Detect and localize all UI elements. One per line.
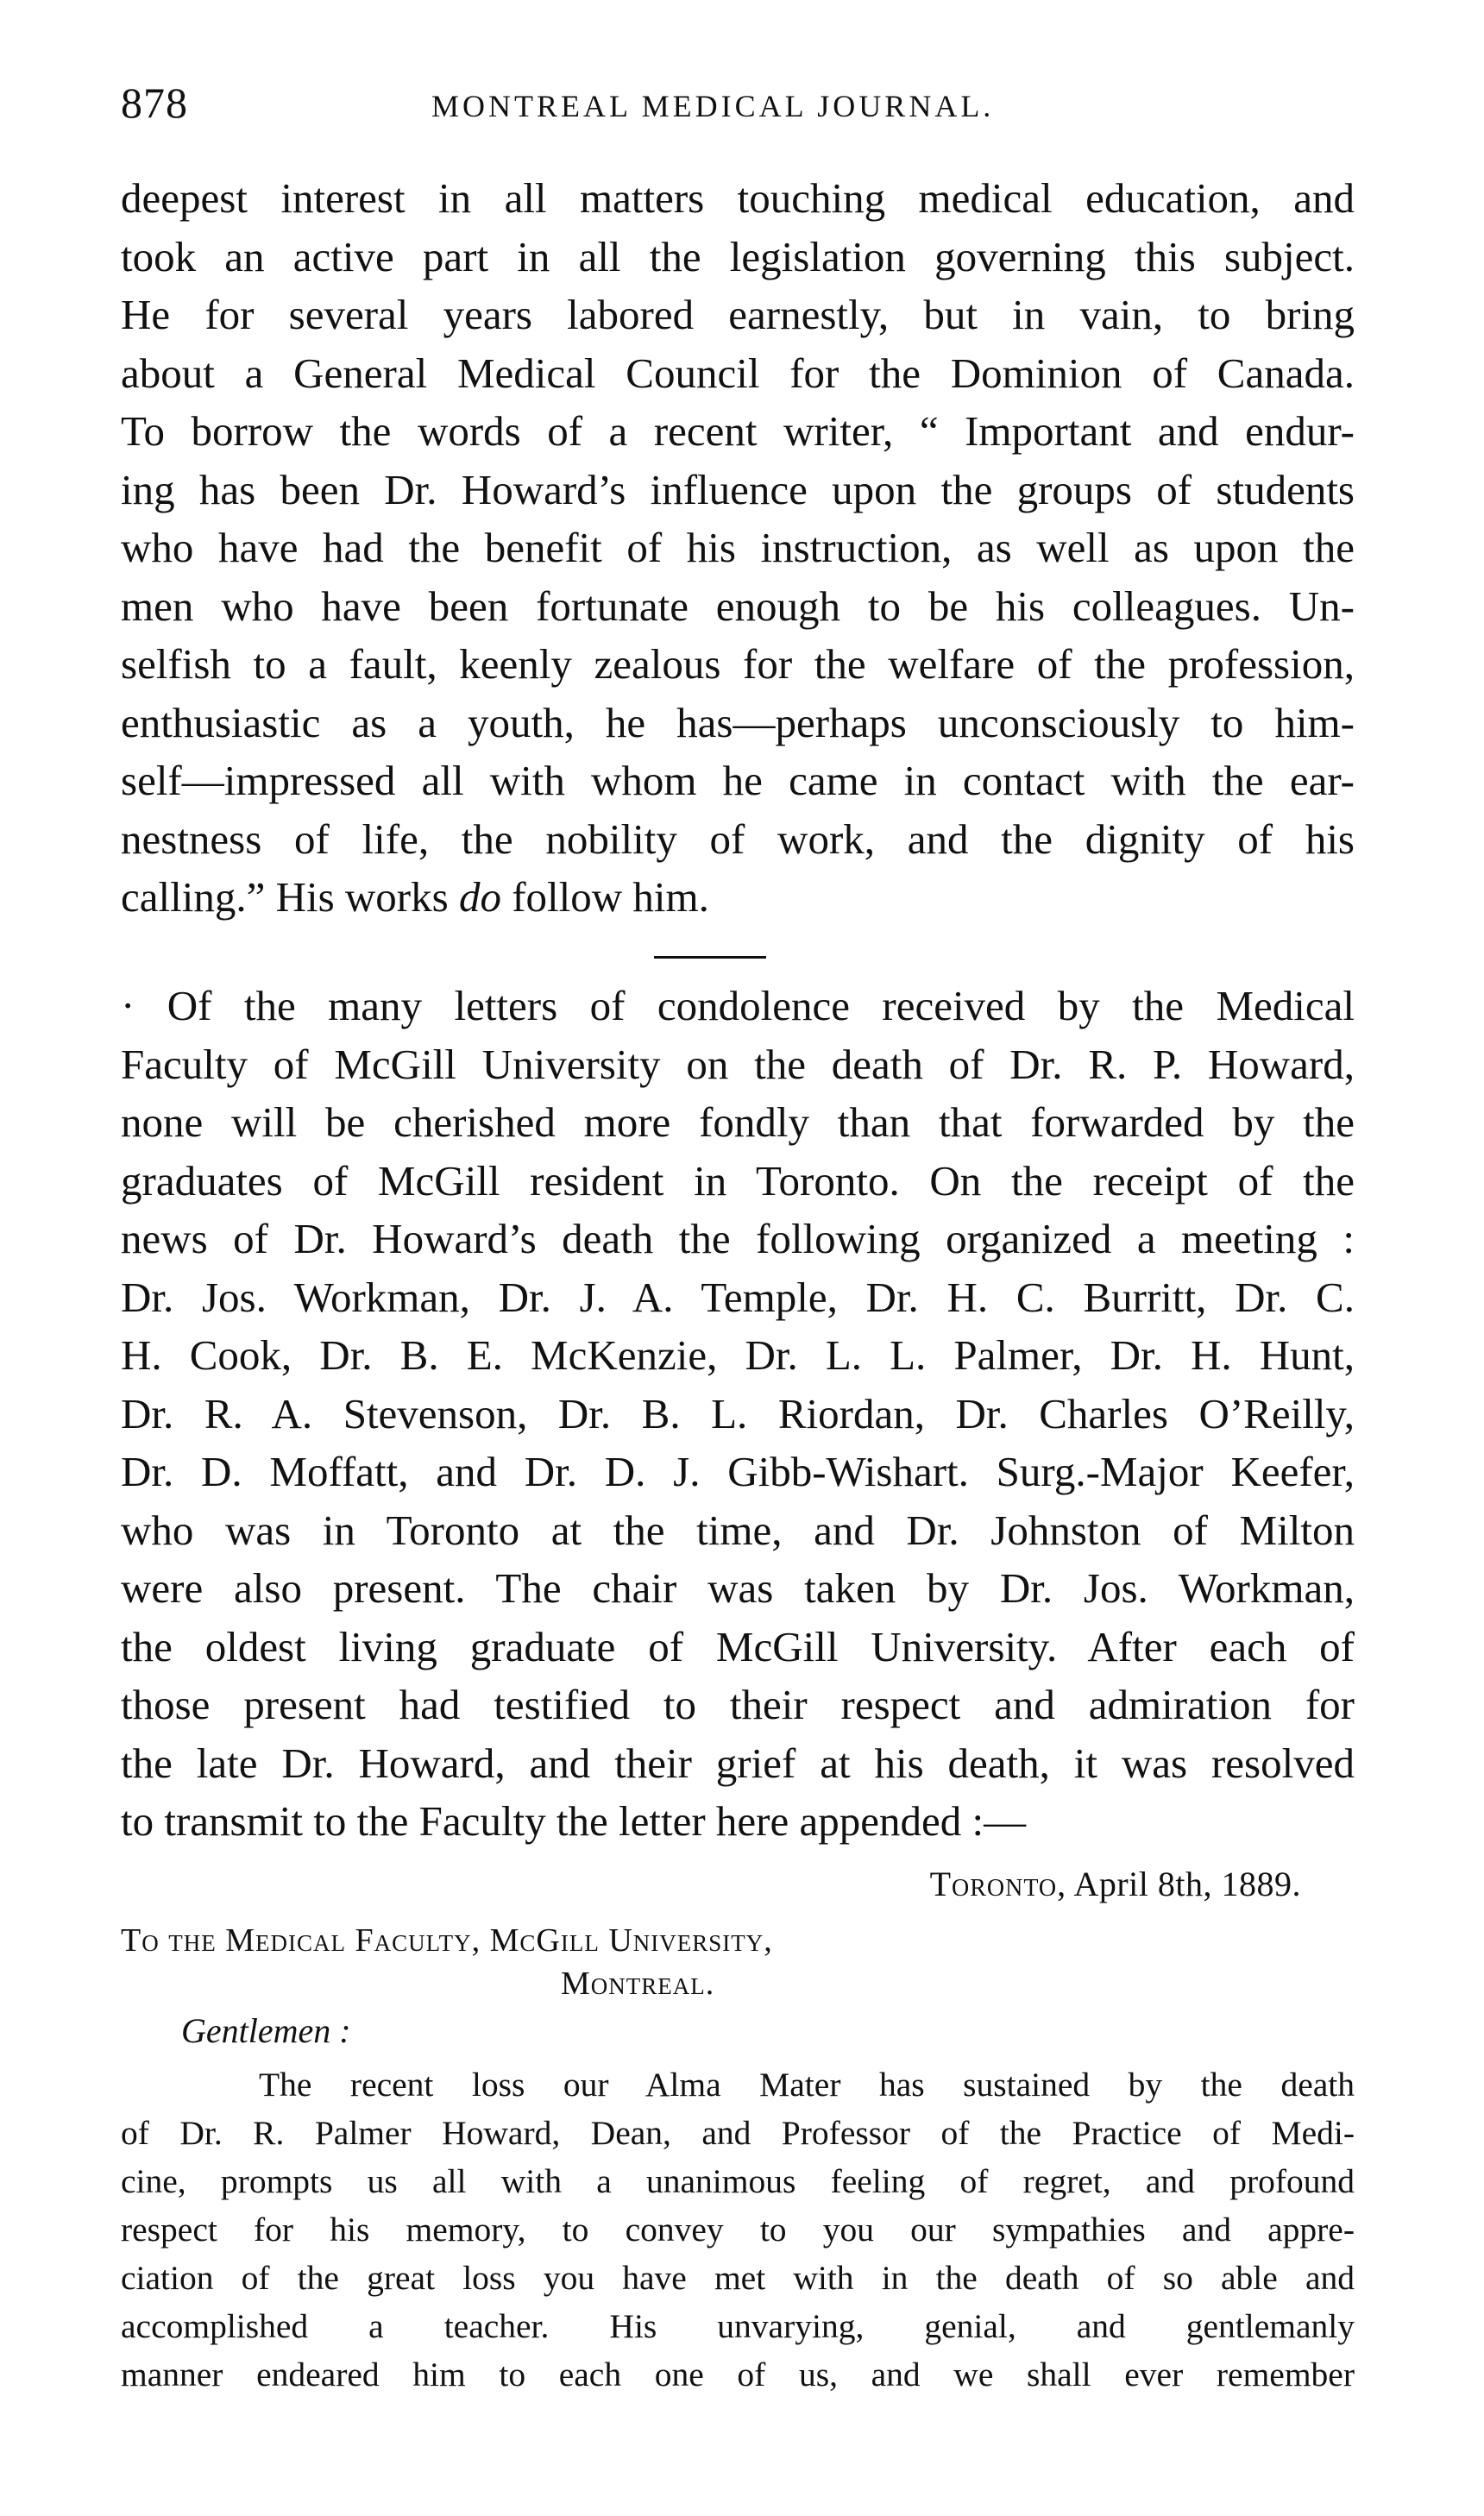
text-line: deepest interest in all matters touching medical education, and [121,174,1355,222]
text-line: the late Dr. Howard, and their grief at his death, it was resolved [121,1739,1355,1787]
text-line: ciation of the great loss you have met with in the death of so able and [121,2259,1355,2297]
text-line: cine, prompts us all with a unanimous feeling of regret, and profound [121,2162,1355,2200]
letter-body [121,2060,1355,2399]
text-line: To borrow the words of a recent writer, “ Important and endur- [121,407,1355,455]
text-line: manner endeared him to each one of us, and we shall ever remember [121,2356,1355,2393]
text-line: to transmit to the Faculty the letter here appended :— [121,1797,1027,1845]
text-line: H. Cook, Dr. B. E. McKenzie, Dr. L. L. Palmer, Dr. H. Hunt, [121,1331,1355,1379]
text-line [121,868,1355,927]
text-line: news of Dr. Howard’s death the following organized a meeting : [121,1215,1355,1262]
text-line: Faculty of McGill University on the death of Dr. R. P. Howard, [121,1040,1355,1088]
dateline-date: April 8th, 1889. [1073,1865,1301,1903]
text-line: of Dr. R. Palmer Howard, Dean, and Professor of the Practice of Medi- [121,2114,1355,2152]
addressee-line: To the Medical Faculty, McGill University, [121,1922,773,1959]
page-number: 878 [121,79,188,127]
text-line: who was in Toronto at the time, and Dr. Johnston of Milton [121,1506,1355,1554]
text-line: · Of the many letters of condolence received by the Medical [121,982,1355,1029]
letter-dateline [930,1864,1301,1904]
text-run: follow him. [500,873,709,921]
page-header [121,78,1355,129]
text-line: selfish to a fault, keenly zealous for the welfare of the profession, [121,640,1355,688]
paragraph-tribute [121,169,1355,927]
text-line: Dr. D. Moffatt, and Dr. D. J. Gibb-Wishart. Surg.-Major Keefer, [121,1448,1355,1495]
text-line: the oldest living graduate of McGill University. After each of [121,1622,1355,1670]
section-divider [654,956,766,959]
letter-salutation: Gentlemen : [181,2011,351,2050]
text-line: took an active part in all the legislation governing this subject. [121,232,1355,280]
text-line: about a General Medical Council for the Dominion of Canada. [121,349,1355,397]
text-line: accomplished a teacher. His unvarying, genial, and gentlemanly [121,2307,1355,2345]
dateline-place: Toronto, [929,1865,1067,1903]
running-head: MONTREAL MEDICAL JOURNAL. [431,89,995,123]
text-line: none will be cherished more fondly than that forwarded by the [121,1098,1355,1146]
text-line: enthusiastic as a youth, he has—perhaps unconsciously to him- [121,698,1355,746]
text-line: graduates of McGill resident in Toronto. On the receipt of the [121,1156,1355,1205]
text-line: Dr. R. A. Stevenson, Dr. B. L. Riordan, Dr. Charles O’Reilly, [121,1389,1355,1437]
text-run: calling.” His works [121,873,459,921]
text-line: were also present. The chair was taken by Dr. Jos. Workman, [121,1564,1355,1612]
text-line: ing has been Dr. Howard’s influence upon the groups of students [121,465,1355,513]
text-line: He for several years labored earnestly, but in vain, to bring [121,291,1355,338]
text-line: self—impressed all with whom he came in contact with the ear- [121,757,1355,804]
emphasis-text: do [458,873,501,921]
text-line: respect for his memory, to convey to you our sympathies and appre- [121,2211,1355,2249]
letter-addressee [121,1919,773,2005]
text-line: who have had the benefit of his instruction, as well as upon the [121,524,1355,571]
text-line: The recent loss our Alma Mater has sustained by the death [259,2066,1355,2104]
text-line: nestness of life, the nobility of work, and the dignity of his [121,815,1355,863]
text-line: those present had testified to their respect and admiration for [121,1681,1355,1728]
text-line: Dr. Jos. Workman, Dr. J. A. Temple, Dr. H. C. Burritt, Dr. C. [121,1273,1355,1321]
paragraph-condolence [121,977,1355,1851]
addressee-city: Montreal. [561,1966,715,2002]
text-line: men who have been fortunate enough to be his colleagues. Un- [121,582,1355,630]
